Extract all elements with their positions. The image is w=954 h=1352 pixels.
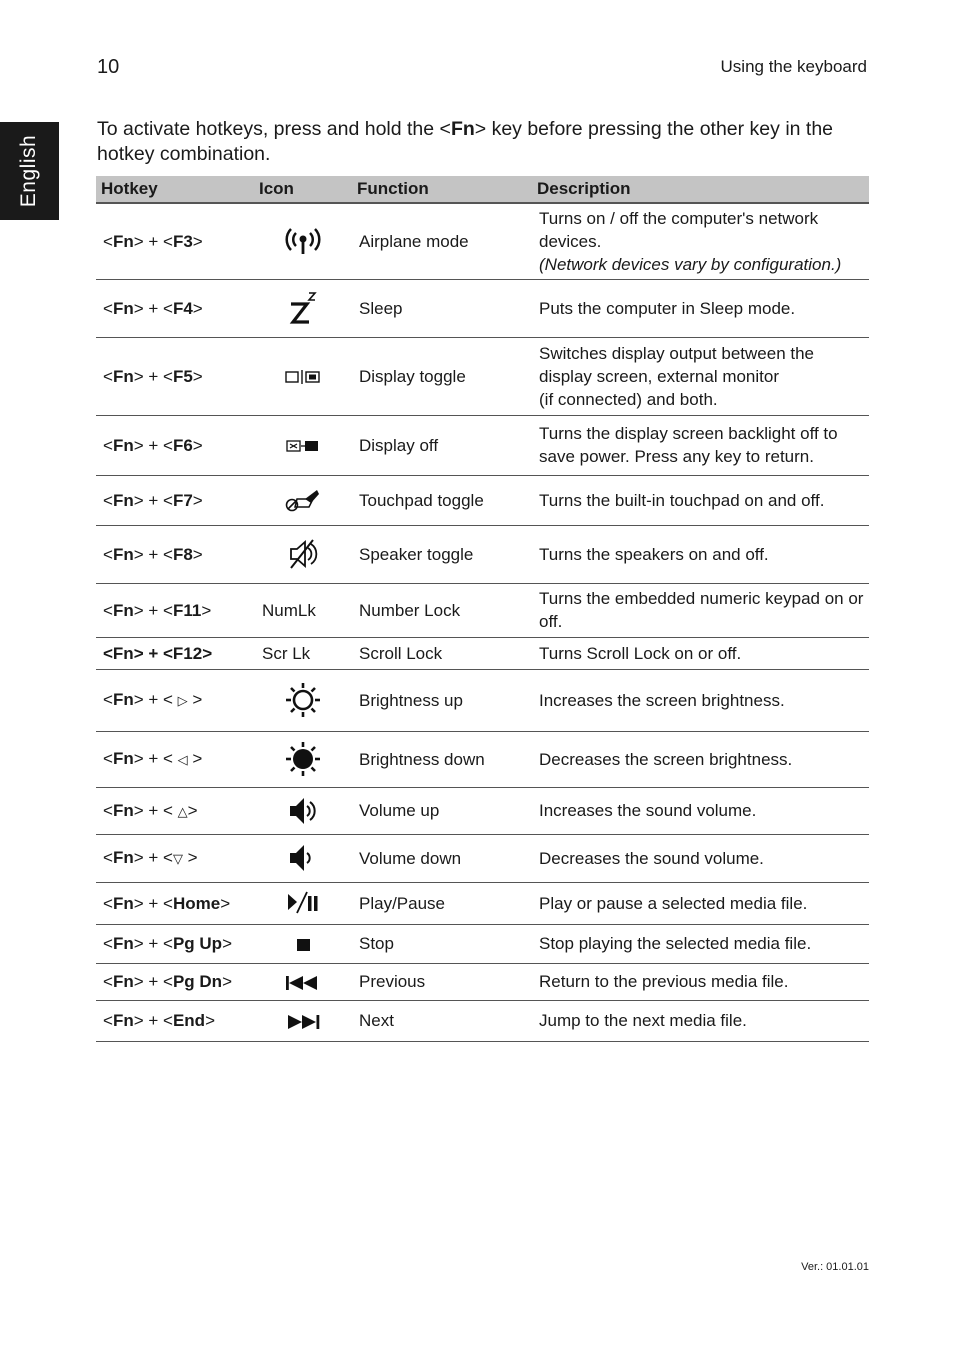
hotkey-cell: <Fn> + <F8> [96, 525, 254, 583]
hotkey-cell: <Fn> + <F11> [96, 583, 254, 637]
icon-cell [254, 834, 352, 882]
icon-cell [254, 924, 352, 963]
icon-cell [254, 525, 352, 583]
table-row [96, 924, 869, 963]
description-cell: Increases the sound volume. [532, 787, 869, 834]
function-cell: Previous [352, 963, 532, 1000]
header-hotkey: Hotkey [96, 176, 254, 203]
table-row [96, 882, 869, 924]
function-cell: Stop [352, 924, 532, 963]
icon-cell [254, 337, 352, 415]
volume-down-icon [283, 841, 323, 875]
function-cell: Sleep [352, 279, 532, 337]
icon-cell [254, 963, 352, 1000]
function-cell: Touchpad toggle [352, 475, 532, 525]
hotkey-cell: <Fn> + <F12> [96, 637, 254, 669]
icon-cell [254, 475, 352, 525]
description-cell: Turns Scroll Lock on or off. [532, 637, 869, 669]
function-cell: Volume up [352, 787, 532, 834]
touchpad-toggle-icon [283, 485, 323, 515]
table-row [96, 583, 869, 637]
icon-cell [254, 203, 352, 279]
hotkey-cell: <Fn> + <F4> [96, 279, 254, 337]
version-label: Ver.: 01.01.01 [801, 1261, 869, 1273]
brightness-up-icon [283, 680, 323, 720]
function-cell: Number Lock [352, 583, 532, 637]
intro-text-end: > key before pressing the other key in the hotkey combination. [97, 118, 834, 165]
intro-fn-key: Fn [450, 118, 475, 140]
icon-cell: Scr Lk [254, 637, 352, 669]
brightness-down-icon [283, 739, 323, 779]
hotkey-cell: <Fn> + <▽ > [96, 834, 254, 882]
hotkey-cell: <Fn> + < △> [96, 787, 254, 834]
airplane-mode-icon [283, 225, 323, 257]
intro-paragraph [97, 117, 872, 167]
table-row [96, 834, 869, 882]
table-row [96, 203, 869, 279]
table-row [96, 337, 869, 415]
description-cell: Stop playing the selected media file. [532, 924, 869, 963]
description-cell: Decreases the screen brightness. [532, 731, 869, 787]
icon-cell [254, 731, 352, 787]
page-number: 10 [97, 56, 120, 78]
function-cell: Volume down [352, 834, 532, 882]
icon-cell [254, 1000, 352, 1041]
hotkey-cell: <Fn> + <Pg Up> [96, 924, 254, 963]
table-row [96, 475, 869, 525]
description-cell: Play or pause a selected media file. [532, 882, 869, 924]
hotkey-cell: <Fn> + < ▷ > [96, 669, 254, 731]
function-cell: Airplane mode [352, 203, 532, 279]
icon-cell [254, 787, 352, 834]
table-row [96, 415, 869, 475]
function-cell: Speaker toggle [352, 525, 532, 583]
hotkey-cell: <Fn> + <End> [96, 1000, 254, 1041]
icon-cell [254, 669, 352, 731]
description-cell: Turns the embedded numeric keypad on or off. [532, 583, 869, 637]
table-row [96, 669, 869, 731]
volume-up-icon [283, 794, 323, 828]
hotkey-cell: <Fn> + <Pg Dn> [96, 963, 254, 1000]
table-row [96, 787, 869, 834]
hotkey-cell: <Fn> + <Home> [96, 882, 254, 924]
header-description: Description [532, 176, 869, 203]
next-icon [283, 1012, 323, 1032]
function-cell: Scroll Lock [352, 637, 532, 669]
language-tab [0, 122, 59, 220]
hotkey-cell: <Fn> + <F6> [96, 415, 254, 475]
description-cell: Jump to the next media file. [532, 1000, 869, 1041]
description-cell: Turns the speakers on and off. [532, 525, 869, 583]
running-header: Using the keyboard [720, 57, 867, 76]
description-cell: Turns the built-in touchpad on and off. [532, 475, 869, 525]
function-cell: Play/Pause [352, 882, 532, 924]
table-row [96, 731, 869, 787]
intro-text-start: To activate hotkeys, press and hold the < [97, 118, 451, 140]
header-function: Function [352, 176, 532, 203]
description-cell: Switches display output between the display screen, external monitor (if connected) and both. [532, 337, 869, 415]
previous-icon [283, 973, 323, 993]
table-row [96, 525, 869, 583]
description-cell: Increases the screen brightness. [532, 669, 869, 731]
function-cell: Brightness up [352, 669, 532, 731]
display-off-icon [283, 438, 323, 454]
header-icon: Icon [254, 176, 352, 203]
hotkey-cell: <Fn> + <F3> [96, 203, 254, 279]
function-cell: Brightness down [352, 731, 532, 787]
icon-cell [254, 415, 352, 475]
description-cell: Turns the display screen backlight off to save power. Press any key to return. [532, 415, 869, 475]
play-pause-icon [283, 890, 323, 916]
display-toggle-icon [283, 368, 323, 386]
hotkey-cell: <Fn> + <F5> [96, 337, 254, 415]
hotkey-cell: <Fn> + <F7> [96, 475, 254, 525]
icon-cell: NumLk [254, 583, 352, 637]
function-cell: Next [352, 1000, 532, 1041]
function-cell: Display toggle [352, 337, 532, 415]
table-row [96, 963, 869, 1000]
sleep-icon [283, 288, 323, 328]
speaker-toggle-icon [283, 537, 323, 571]
table-row [96, 279, 869, 337]
function-cell: Display off [352, 415, 532, 475]
description-cell: Puts the computer in Sleep mode. [532, 279, 869, 337]
language-tab-label: English [17, 134, 41, 208]
stop-icon [283, 936, 323, 954]
icon-cell [254, 279, 352, 337]
hotkey-cell: <Fn> + < ◁ > [96, 731, 254, 787]
table-row [96, 637, 869, 669]
hotkey-table [96, 176, 869, 1042]
table-header-row [96, 176, 869, 203]
description-cell: Decreases the sound volume. [532, 834, 869, 882]
description-cell: Turns on / off the computer's network devices. (Network devices vary by configuration.) [532, 203, 869, 279]
description-cell: Return to the previous media file. [532, 963, 869, 1000]
table-row [96, 1000, 869, 1041]
icon-cell [254, 882, 352, 924]
